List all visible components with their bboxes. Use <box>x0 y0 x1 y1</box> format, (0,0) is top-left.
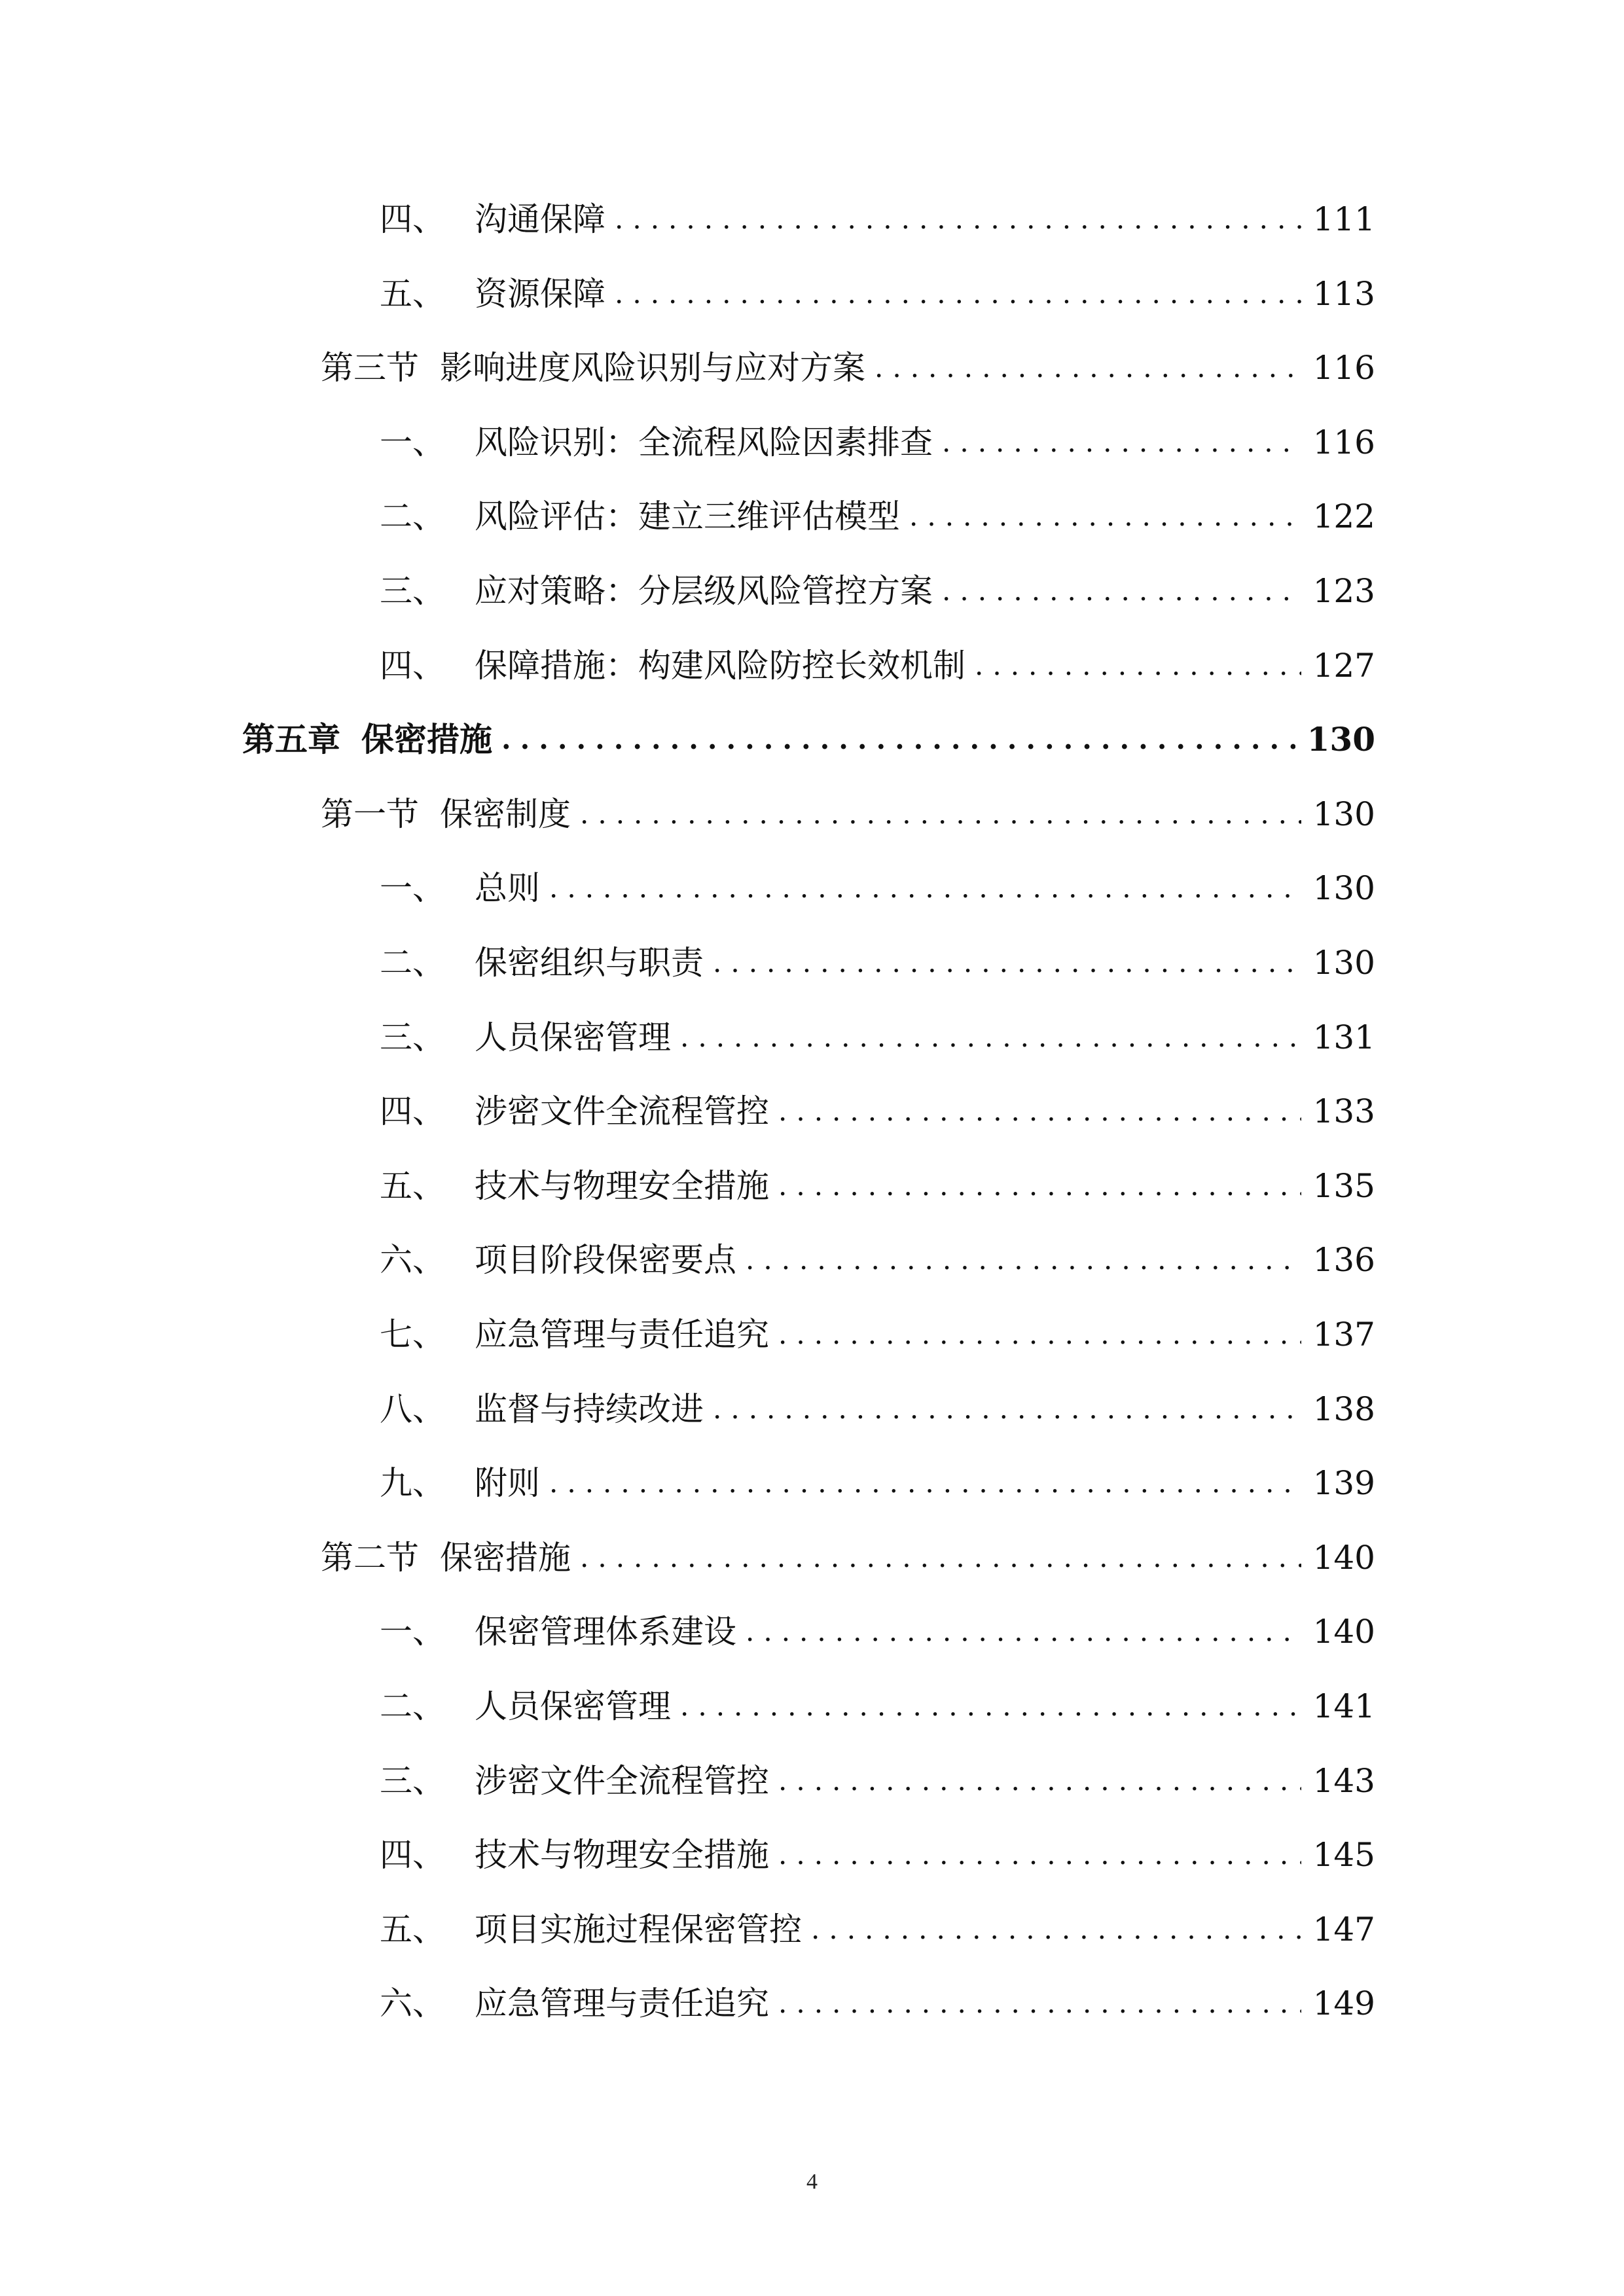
toc-entry-title: 监督与持续改进 <box>475 1390 704 1428</box>
toc-entry-number: 第五章 <box>242 720 340 759</box>
toc-entry-page: 135 <box>1312 1166 1375 1205</box>
toc-entry-number: 三、 <box>380 572 445 610</box>
toc-entry-page: 122 <box>1312 497 1375 536</box>
toc-dot-leader <box>615 264 1301 323</box>
toc-dot-leader <box>746 1230 1301 1289</box>
toc-entry-number: 第二节 <box>321 1538 419 1577</box>
toc-entry-title: 人员保密管理 <box>475 1018 671 1056</box>
toc-entry-title: 总则 <box>475 869 540 908</box>
toc-entry-item[interactable] <box>380 1305 1375 1364</box>
toc-dot-leader <box>549 1454 1301 1513</box>
toc-entry-title: 沟通保障 <box>475 200 605 238</box>
toc-entry-page: 141 <box>1312 1687 1375 1725</box>
toc-entry-number: 一、 <box>380 869 445 908</box>
toc-entry-number: 二、 <box>380 497 445 536</box>
toc-entry-title: 人员保密管理 <box>475 1687 671 1725</box>
toc-entry-page: 131 <box>1312 1018 1375 1056</box>
page-number: 4 <box>806 2170 818 2194</box>
toc-dot-leader <box>909 487 1301 546</box>
toc-entry-number: 一、 <box>380 423 445 461</box>
toc-dot-leader <box>746 1602 1301 1661</box>
toc-dot-leader <box>501 710 1295 769</box>
toc-entry-title: 附则 <box>475 1464 540 1503</box>
toc-entry-item[interactable] <box>380 1454 1375 1513</box>
toc-entry-title: 保密措施 <box>440 1538 571 1577</box>
toc-dot-leader <box>778 1974 1301 2033</box>
toc-entry-title: 风险评估：建立三维评估模型 <box>475 497 900 536</box>
toc-dot-leader <box>875 338 1301 397</box>
toc-entry-title: 影响进度风险识别与应对方案 <box>440 349 865 387</box>
toc-entry-title: 技术与物理安全措施 <box>475 1166 769 1205</box>
toc-entry-number: 六、 <box>380 1241 445 1280</box>
toc-entry-title: 应急管理与责任追究 <box>475 1984 769 2023</box>
toc-dot-leader <box>778 1825 1301 1884</box>
toc-entry-number: 八、 <box>380 1390 445 1428</box>
toc-entry-page: 137 <box>1312 1316 1375 1354</box>
toc-entry-page: 133 <box>1312 1092 1375 1131</box>
toc-entry-number: 一、 <box>380 1613 445 1651</box>
toc-entry-item[interactable] <box>380 1157 1375 1215</box>
toc-dot-leader <box>713 1380 1301 1439</box>
toc-entry-number: 四、 <box>380 200 445 238</box>
toc-entry-section[interactable] <box>321 785 1375 844</box>
toc-entry-number: 第一节 <box>321 795 419 833</box>
toc-dot-leader <box>680 1677 1301 1736</box>
toc-dot-leader <box>975 636 1301 695</box>
toc-entry-title: 风险识别：全流程风险因素排查 <box>475 423 933 461</box>
toc-entry-number: 第三节 <box>321 349 419 387</box>
toc-entry-item[interactable] <box>380 1082 1375 1141</box>
toc-entry-section[interactable] <box>321 1528 1375 1587</box>
toc-dot-leader <box>778 1305 1301 1364</box>
toc-entry-title: 保密管理体系建设 <box>475 1613 736 1651</box>
toc-entry-title: 应急管理与责任追究 <box>475 1316 769 1354</box>
toc-entry-title: 技术与物理安全措施 <box>475 1836 769 1874</box>
toc-entry-title: 保密制度 <box>440 795 571 833</box>
toc-entry-page: 113 <box>1312 274 1375 313</box>
toc-entry-number: 七、 <box>380 1316 445 1354</box>
toc-dot-leader <box>811 1900 1301 1959</box>
toc-entry-page: 136 <box>1312 1241 1375 1280</box>
toc-entry-item[interactable] <box>380 1974 1375 2033</box>
toc-entry-title: 保密措施 <box>361 720 492 759</box>
toc-dot-leader <box>778 1082 1301 1141</box>
toc-entry-page: 147 <box>1312 1910 1375 1948</box>
toc-entry-number: 五、 <box>380 274 445 313</box>
toc-entry-item[interactable] <box>380 1825 1375 1884</box>
toc-entry-title: 资源保障 <box>475 274 605 313</box>
toc-entry-item[interactable] <box>380 1008 1375 1067</box>
toc-entry-item[interactable] <box>380 636 1375 695</box>
toc-dot-leader <box>942 562 1301 620</box>
toc-entry-number: 四、 <box>380 646 445 685</box>
toc-entry-title: 项目实施过程保密管控 <box>475 1910 802 1948</box>
toc-entry-item[interactable] <box>380 933 1375 992</box>
toc-entry-title: 项目阶段保密要点 <box>475 1241 736 1280</box>
toc-entry-item[interactable] <box>380 487 1375 546</box>
toc-entry-title: 保密组织与职责 <box>475 944 704 982</box>
toc-entry-section[interactable] <box>321 338 1375 397</box>
toc-dot-leader <box>615 190 1301 249</box>
toc-entry-page: 111 <box>1312 200 1375 238</box>
toc-entry-number: 九、 <box>380 1464 445 1503</box>
toc-entry-page: 138 <box>1312 1390 1375 1428</box>
toc-entry-item[interactable] <box>380 562 1375 620</box>
toc-entry-number: 三、 <box>380 1018 445 1056</box>
toc-dot-leader <box>580 785 1301 844</box>
toc-entry-item[interactable] <box>380 190 1375 249</box>
toc-entry-number: 四、 <box>380 1092 445 1131</box>
toc-entry-page: 149 <box>1312 1984 1375 2023</box>
toc-entry-title: 应对策略：分层级风险管控方案 <box>475 572 933 610</box>
toc-dot-leader <box>942 413 1301 472</box>
toc-entry-number: 四、 <box>380 1836 445 1874</box>
toc-dot-leader <box>680 1008 1301 1067</box>
toc-dot-leader <box>549 859 1301 918</box>
toc-entry-page: 145 <box>1312 1836 1375 1874</box>
toc-entry-page: 116 <box>1312 423 1375 461</box>
toc-entry-page: 143 <box>1312 1761 1375 1800</box>
toc-entry-item[interactable] <box>380 413 1375 472</box>
toc-dot-leader <box>713 933 1301 992</box>
toc-entry-item[interactable] <box>380 1677 1375 1736</box>
toc-entry-number: 六、 <box>380 1984 445 2023</box>
toc-entry-item[interactable] <box>380 1380 1375 1439</box>
toc-entry-page: 130 <box>1312 944 1375 982</box>
toc-entry-page: 130 <box>1312 795 1375 833</box>
toc-entry-page: 123 <box>1312 572 1375 610</box>
toc-dot-leader <box>778 1751 1301 1810</box>
toc-entry-title: 涉密文件全流程管控 <box>475 1761 769 1800</box>
toc-entry-number: 五、 <box>380 1166 445 1205</box>
toc-entry-page: 140 <box>1312 1613 1375 1651</box>
toc-entry-page: 116 <box>1312 349 1375 387</box>
toc-entry-item[interactable] <box>380 859 1375 918</box>
toc-entry-item[interactable] <box>380 1230 1375 1289</box>
toc-dot-leader <box>580 1528 1301 1587</box>
toc-entry-page: 130 <box>1307 720 1375 759</box>
toc-entry-item[interactable] <box>380 1751 1375 1810</box>
toc-entry-page: 139 <box>1312 1464 1375 1503</box>
toc-entry-title: 涉密文件全流程管控 <box>475 1092 769 1131</box>
toc-entry-page: 127 <box>1312 646 1375 685</box>
toc-entry-number: 二、 <box>380 944 445 982</box>
toc-dot-leader <box>778 1157 1301 1215</box>
toc-entry-page: 140 <box>1312 1538 1375 1577</box>
toc-entry-item[interactable] <box>380 1900 1375 1959</box>
toc-entry-number: 五、 <box>380 1910 445 1948</box>
toc-entry-number: 三、 <box>380 1761 445 1800</box>
toc-entry-number: 二、 <box>380 1687 445 1725</box>
toc-entry-item[interactable] <box>380 264 1375 323</box>
toc-entry-chapter[interactable] <box>242 710 1375 769</box>
toc-entry-item[interactable] <box>380 1602 1375 1661</box>
toc-entry-title: 保障措施：构建风险防控长效机制 <box>475 646 965 685</box>
toc-entry-page: 130 <box>1312 869 1375 908</box>
